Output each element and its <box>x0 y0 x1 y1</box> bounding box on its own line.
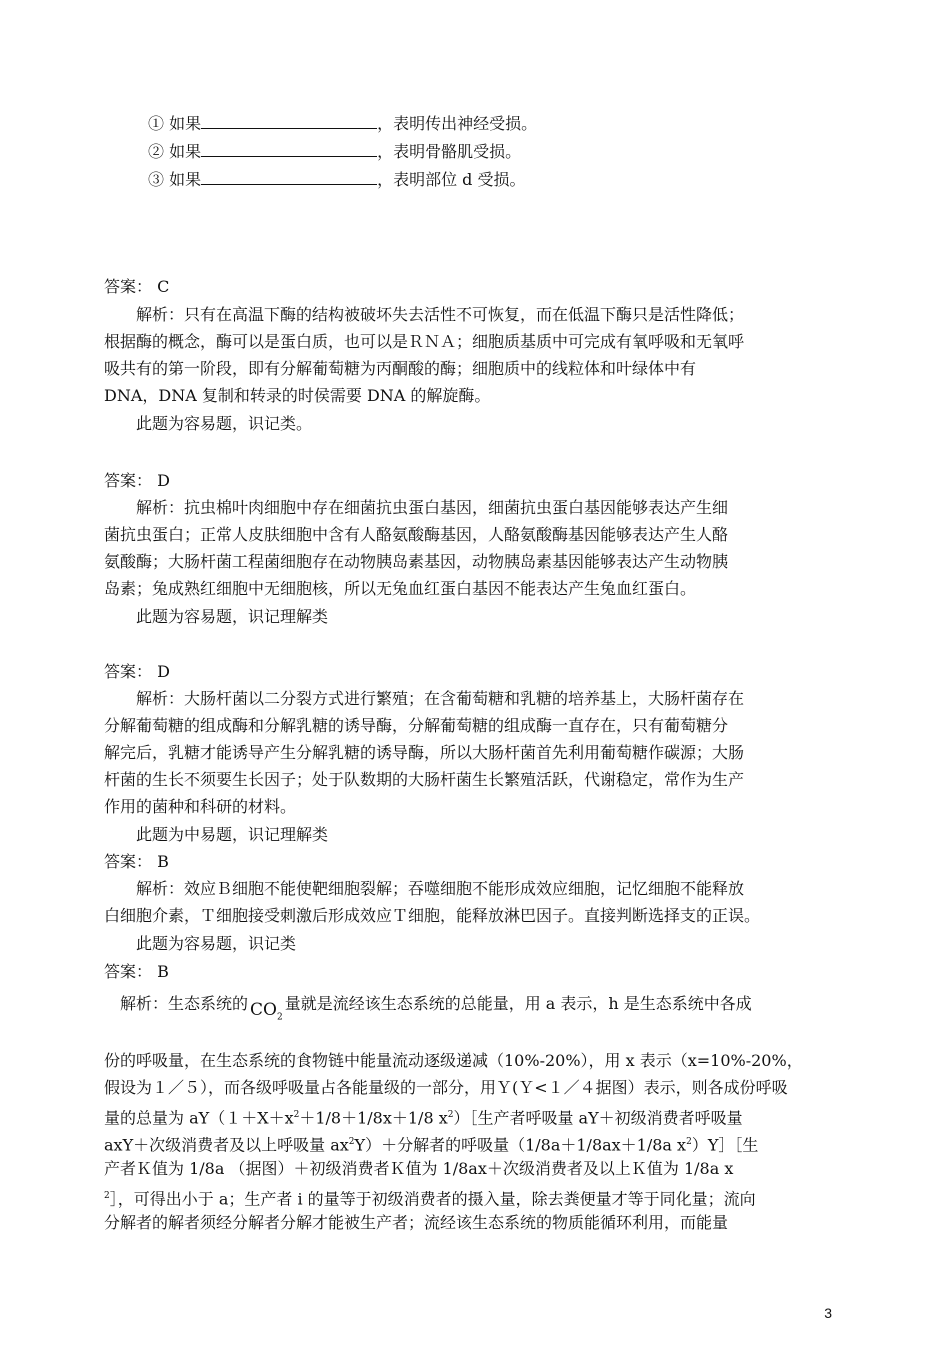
analysis-line: 分解者的解者须经分解者分解才能被生产者；流经该生态系统的物质能循环利用，而能量 <box>104 1213 729 1232</box>
difficulty-note: 此题为容易题，识记理解类 <box>136 607 329 626</box>
question-1: ① 如果 ，表明传出神经受损。 <box>148 114 538 133</box>
page-number: 3 <box>824 1305 832 1321</box>
answer-label: 答案： D <box>104 662 170 681</box>
analysis-line: DNA，DNA 复制和转录的时侯需要 DNA 的解旋酶。 <box>104 386 491 405</box>
analysis-line: 解析：大肠杆菌以二分裂方式进行繁殖；在含葡萄糖和乳糖的培养基上，大肠杆菌存在 <box>136 689 745 708</box>
analysis-line: 分解葡萄糖的组成酶和分解乳糖的诱导酶，分解葡萄糖的组成酶一直存在，只有葡萄糖分 <box>104 716 729 735</box>
question-2: ② 如果 ，表明骨骼肌受损。 <box>148 142 522 161</box>
analysis-line: 岛素；兔成熟红细胞中无细胞核，所以无兔血红蛋白基因不能表达产生兔血红蛋白。 <box>104 579 697 598</box>
analysis-line: 解析：生态系统的 $CO_2$量就是流经该生态系统的总能量，用 a 表示，h 是生态系统中各成 <box>120 994 752 1023</box>
analysis-line: 解析：效应Ｂ细胞不能使靶细胞裂解；吞噬细胞不能形成效应细胞，记忆细胞不能释放 <box>136 879 745 898</box>
analysis-line: $^2$］，可得出小于 a；生产者 i 的量等于初级消费者的摄入量，除去粪便量才等于同化量；流向 <box>104 1189 756 1209</box>
answer-label: 答案： C <box>104 277 170 296</box>
answer-blank[interactable] <box>201 112 377 129</box>
analysis-line: 作用的菌种和科研的材料。 <box>104 797 297 816</box>
analysis-line: 菌抗虫蛋白；正常人皮肤细胞中含有人酪氨酸酶基因，人酪氨酸酶基因能够表达产生人酪 <box>104 525 729 544</box>
answer-label: 答案： D <box>104 471 170 490</box>
analysis-line: 氨酸酶；大肠杆菌工程菌细胞存在动物胰岛素基因，动物胰岛素基因能够表达产生动物胰 <box>104 552 729 571</box>
answer-label: 答案： B <box>104 852 169 871</box>
difficulty-note: 此题为中易题，识记理解类 <box>136 825 329 844</box>
difficulty-note: 此题为容易题，识记类。 <box>136 414 313 433</box>
analysis-line: 杆菌的生长不须要生长因子；处于队数期的大肠杆菌生长繁殖活跃，代谢稳定，常作为生产 <box>104 770 745 789</box>
answer-blank[interactable] <box>201 140 377 157</box>
answer-label: 答案： B <box>104 962 169 981</box>
analysis-line: 解析：抗虫棉叶肉细胞中存在细菌抗虫蛋白基因，细菌抗虫蛋白基因能够表达产生细 <box>136 498 729 517</box>
analysis-line: 份的呼吸量，在生态系统的食物链中能量流动逐级递减（10%-20%），用 x 表示（x=10%-20%， <box>104 1051 803 1070</box>
analysis-line: 吸共有的第一阶段，即有分解葡萄糖为丙酮酸的酶；细胞质中的线粒体和叶绿体中有 <box>104 359 697 378</box>
analysis-line: 解完后，乳糖才能诱导产生分解乳糖的诱导酶，所以大肠杆菌首先利用葡萄糖作碳源；大肠 <box>104 743 745 762</box>
analysis-line: 产者Ｋ值为 1/8a （据图）＋初级消费者Ｋ值为 1/8ax＋次级消费者及以上Ｋ值为 1/8a x <box>104 1159 734 1178</box>
analysis-line: 假设为１／５），而各级呼吸量占各能量级的一部分，用Ｙ(Ｙ<１／４据图）表示，则各成份呼吸 <box>104 1078 788 1097</box>
analysis-line: 解析：只有在高温下酶的结构被破坏失去活性不可恢复，而在低温下酶只是活性降低； <box>136 305 745 324</box>
analysis-line: axY＋次级消费者及以上呼吸量 $ax^2Y)+$分解者的呼吸量（1/8a＋1/8ax＋1/8a $x^2)Y][$生 <box>104 1135 759 1155</box>
answer-blank[interactable] <box>201 168 377 185</box>
analysis-line: 根据酶的概念，酶可以是蛋白质，也可以是ＲＮＡ；细胞质基质中可完成有氧呼吸和无氧呼 <box>104 332 745 351</box>
co2-formula: $CO_2$ <box>250 1000 283 1023</box>
question-3: ③ 如果 ，表明部位 d 受损。 <box>148 170 526 189</box>
difficulty-note: 此题为容易题，识记类 <box>136 934 297 953</box>
analysis-line: 量的总量为 $aY(1+X+x^2+1/8+1/8x+1/8$ $x^2)[$生产者呼吸量 aY＋初级消费者呼吸量 <box>104 1108 743 1128</box>
analysis-line: 白细胞介素，Ｔ细胞接受刺激后形成效应Ｔ细胞，能释放淋巴因子。直接判断选择支的正误。 <box>104 906 761 925</box>
